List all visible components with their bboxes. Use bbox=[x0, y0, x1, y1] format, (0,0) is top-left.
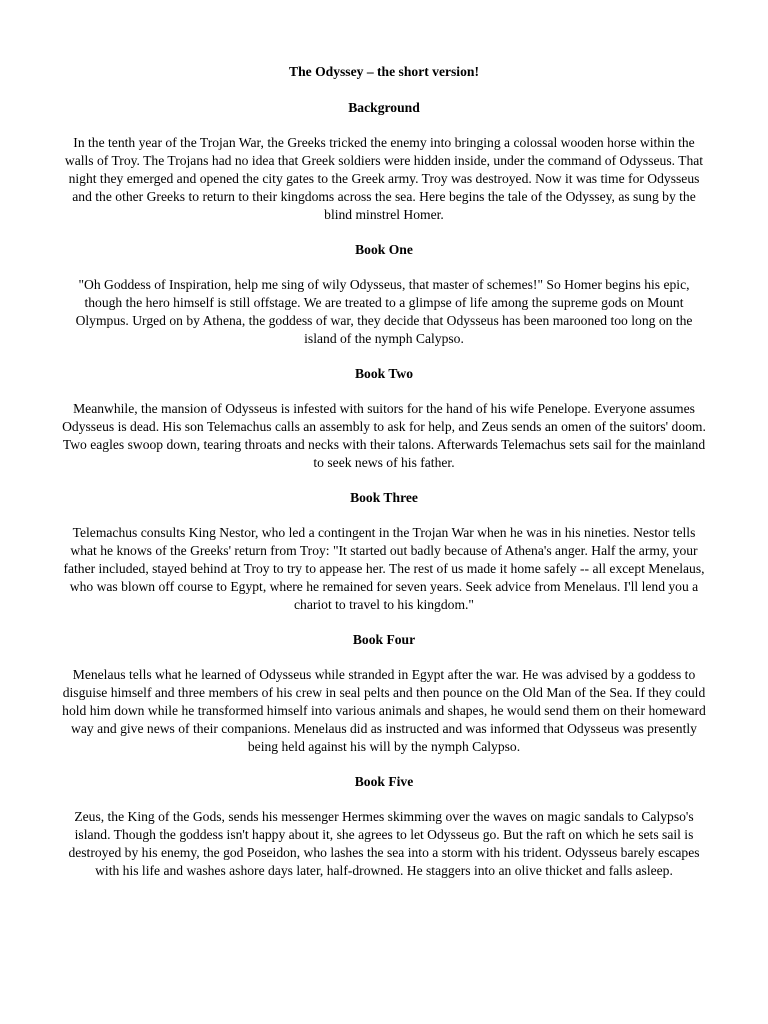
section-book-five bbox=[60, 773, 708, 880]
section-heading: Book Three bbox=[350, 490, 418, 505]
section-heading: Book One bbox=[355, 242, 413, 257]
section-heading: Book Four bbox=[352, 632, 416, 647]
section-paragraph: Menelaus tells what he learned of Odysseus while stranded in Egypt after the war. He was advised by a goddess to disguise himself and three members of his crew in seal pelts and then pounce on the Old Man of the Sea. If they could hold him down while he transformed himself into various animals and shapes, he would send them on their homeward way and give news of their companions. Menelaus did as instructed and was informed that Odysseus was presently being held against his will by the nymph Calypso. bbox=[62, 667, 706, 754]
section-heading: Book Two bbox=[354, 366, 414, 381]
section-background bbox=[60, 99, 708, 224]
section-heading: Book Five bbox=[354, 774, 414, 789]
section-paragraph: Meanwhile, the mansion of Odysseus is infested with suitors for the hand of his wife Penelope. Everyone assumes Odysseus is dead. His son Telemachus calls an assembly to ask for help, and Zeus sends an omen of the suitors' doom. Two eagles swoop down, tearing throats and necks with their talons. Afterwards Telemachus sets sail for the mainland to seek news of his father. bbox=[62, 401, 706, 470]
section-book-one bbox=[60, 241, 708, 348]
section-paragraph: In the tenth year of the Trojan War, the Greeks tricked the enemy into bringing a colossal wooden horse within the walls of Troy. The Trojans had no idea that Greek soldiers were hidden inside, under the command of Odysseus. That night they emerged and opened the city gates to the Greek army. Troy was destroyed. Now it was time for Odysseus and the other Greeks to return to their kingdoms across the sea. Here begins the tale of the Odyssey, as sung by the blind minstrel Homer. bbox=[64, 135, 704, 222]
section-book-three bbox=[60, 489, 708, 614]
section-paragraph: Zeus, the King of the Gods, sends his messenger Hermes skimming over the waves on magic sandals to Calypso's island. Though the goddess isn't happy about it, she agrees to let Odysseus go. But the raft on which he sets sail is destroyed by his enemy, the god Poseidon, who lashes the sea into a storm with his trident. Odysseus barely escapes with his life and washes ashore days later, half-drowned. He staggers into an olive thicket and falls asleep. bbox=[68, 809, 700, 878]
section-paragraph: "Oh Goddess of Inspiration, help me sing of wily Odysseus, that master of schemes!" So Homer begins his epic, though the hero himself is still offstage. We are treated to a glimpse of life among the supreme gods on Mount Olympus. Urged on by Athena, the goddess of war, they decide that Odysseus has been marooned too long on the island of the nymph Calypso. bbox=[75, 277, 693, 346]
section-heading: Background bbox=[348, 100, 420, 115]
section-book-two bbox=[60, 365, 708, 472]
section-paragraph: Telemachus consults King Nestor, who led a contingent in the Trojan War when he was in his nineties. Nestor tells what he knows of the Greeks' return from Troy: "It started out badly because of Athena's anger. Half the army, your father included, stayed behind at Troy to try to appease her. The rest of us made it home safely -- all except Menelaus, who was blown off course to Egypt, where he remained for seven years. Seek advice from Menelaus. I'll lend you a chariot to travel to his kingdom." bbox=[63, 525, 705, 612]
section-book-four bbox=[60, 631, 708, 756]
document-title: The Odyssey – the short version! bbox=[289, 64, 479, 79]
